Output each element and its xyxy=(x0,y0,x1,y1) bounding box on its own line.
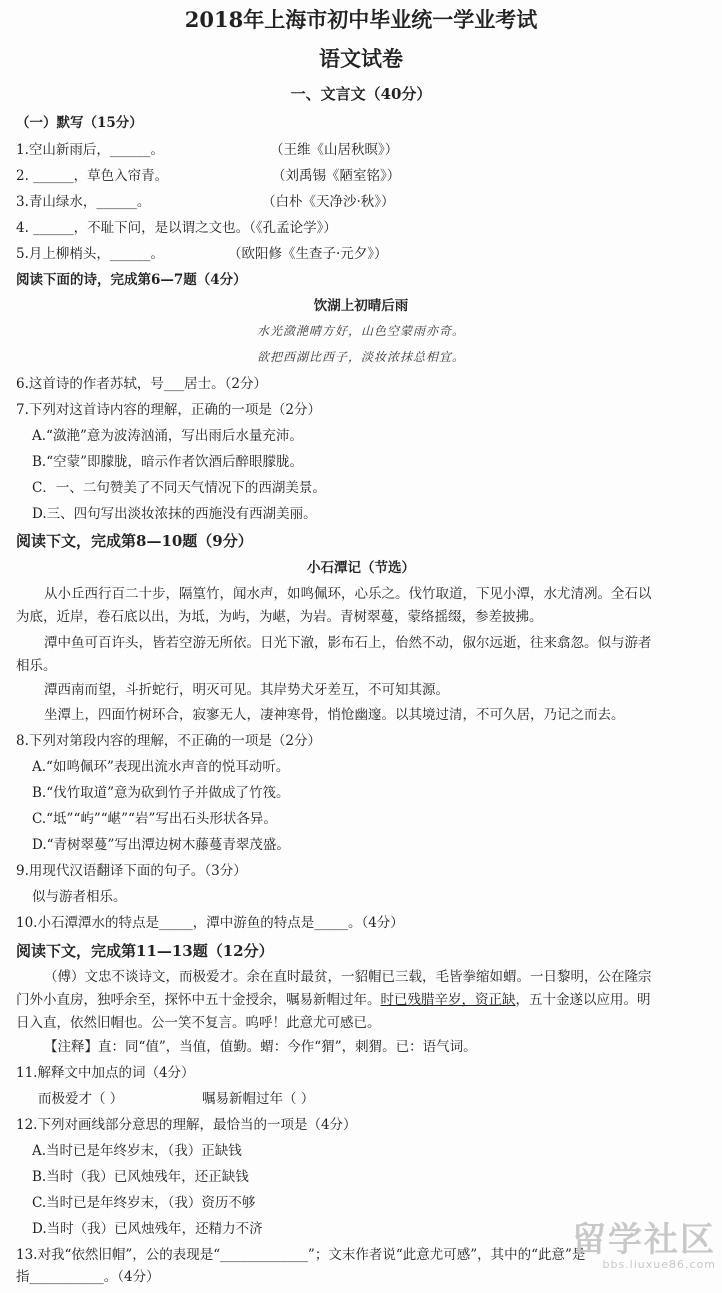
option-b: B.当时（我）已风烛残年，还正缺钱 xyxy=(32,1169,249,1185)
section-heading: （一）默写（15分） xyxy=(16,115,143,131)
question-2: 2. ______，草色入帘青。 xyxy=(16,168,169,184)
passage-paragraph xyxy=(16,991,651,1009)
annotation-note: 【注释】直：同“值”，当值，值勤。蝟：今作“猬”，刺猬。已：语气词。 xyxy=(44,1039,477,1055)
option-b: B.“伐竹取道”意为砍到竹子并做成了竹筏。 xyxy=(32,785,290,801)
section-heading: 阅读下面的诗，完成第6—7题（4分） xyxy=(16,272,247,288)
section-heading: 阅读下文，完成第8—10题（9分） xyxy=(16,532,253,550)
passage-paragraph: 相乐。 xyxy=(16,658,57,674)
passage-paragraph: 为底，近岸，卷石底以出，为坻，为屿，为嵁，为岩。青树翠蔓，蒙络摇缀，参差披拂。 xyxy=(16,609,543,625)
option-c: C．一、二句赞美了不同天气情况下的西湖美景。 xyxy=(32,480,326,496)
poem-line: 欲把西湖比西子，淡妆浓抹总相宜。 xyxy=(256,350,465,364)
option-a: A.当时已是年终岁末，（我）正缺钱 xyxy=(32,1143,242,1159)
question-10: 10.小石潭潭水的特点是_____，潭中游鱼的特点是_____。（4分） xyxy=(16,915,404,931)
question-1: 1.空山新雨后，______。 xyxy=(16,142,164,158)
option-c: C.“坻”“屿”“嵁”“岩”写出石头形状各异。 xyxy=(32,811,277,827)
question-7: 7.下列对这首诗内容的理解，正确的一项是（2分） xyxy=(16,402,321,418)
question-11-item: 而极爱才（ ） xyxy=(38,1091,124,1107)
question-3: 3.青山绿水，______。 xyxy=(16,194,151,210)
passage-paragraph: 日入直，依然旧帽也。公一笑不复言。呜呼！此意尤可感已。 xyxy=(16,1015,381,1031)
question-5: 5.月上柳梢头，______。 xyxy=(16,246,164,262)
option-c: C.当时已是年终岁末，（我）资历不够 xyxy=(32,1195,256,1211)
question-4: 4. ______，不耻下问，是以谓之文也。（《孔孟论学》） xyxy=(16,220,337,236)
question-12: 12.下列对画线部分意思的理解，最恰当的一项是（4分） xyxy=(16,1117,357,1133)
option-a: A.“如鸣佩环”表现出流水声音的悦耳动听。 xyxy=(32,759,290,775)
poem-line: 水光潋滟晴方好，山色空蒙雨亦奇。 xyxy=(256,324,465,338)
question-3-source: （白朴《天净沙·秋》） xyxy=(262,194,395,210)
question-11-item: 嘱易新帽过年（ ） xyxy=(202,1091,315,1107)
question-11: 11.解释文中加点的词（4分） xyxy=(16,1065,195,1081)
passage-paragraph: 潭西南而望，斗折蛇行，明灭可见。其岸势犬牙差互，不可知其源。 xyxy=(44,682,449,698)
option-a: A.“潋滟”意为波涛汹涌，写出雨后水量充沛。 xyxy=(32,428,303,444)
question-5-source: （欧阳修《生查子·元夕》） xyxy=(228,246,388,262)
exam-title: 2018年上海市初中毕业统一学业考试 xyxy=(184,7,538,32)
option-d: D.三、四句写出淡妆浓抹的西施没有西湖美丽。 xyxy=(32,506,317,522)
passage-title: 小石潭记（节选） xyxy=(307,560,415,576)
underlined-phrase: 时已残腊辛岁，资正缺 xyxy=(380,992,516,1008)
question-1-source: （王维《山居秋暝》） xyxy=(270,142,399,158)
watermark-logo: 留学社区 xyxy=(572,1220,716,1260)
option-b: B.“空蒙”即朦胧，暗示作者饮酒后醉眼朦胧。 xyxy=(32,454,304,470)
passage-paragraph: 从小丘西行百二十步，隔篁竹，闻水声，如鸣佩环，心乐之。伐竹取道，下见小潭，水尤清冽。全石以 xyxy=(44,586,652,602)
passage-paragraph: 潭中鱼可百许头，皆若空游无所依。日光下澈，影布石上，佁然不动，俶尔远逝，往来翕忽。似与游者 xyxy=(44,635,652,651)
question-8: 8.下列对第段内容的理解，不正确的一项是（2分） xyxy=(16,733,321,749)
question-9: 9.用现代汉语翻译下面的句子。（3分） xyxy=(16,863,247,879)
passage-paragraph: 坐潭上，四面竹树环合，寂寥无人，凄神寒骨，悄怆幽邃。以其境过清，不可久居，乃记之而去。 xyxy=(44,707,625,723)
passage-paragraph: （傅）文忠不谈诗文，而极爱才。余在直时最贫，一貂帽已三载，毛皆拳缩如蝟。一日黎明，公在隆宗 xyxy=(44,969,652,985)
question-13-cont: 指___________。（4分） xyxy=(16,1269,160,1285)
poem-title: 饮湖上初晴后雨 xyxy=(313,298,409,314)
section-heading: 阅读下文，完成第11—13题（12分） xyxy=(16,942,274,960)
watermark-url: bbs.liuxue86.com xyxy=(602,1258,716,1271)
exam-subtitle: 语文试卷 xyxy=(319,46,403,71)
question-6: 6.这首诗的作者苏轼，号___居士。（2分） xyxy=(16,376,267,392)
question-13: 13.对我“依然旧帽”，公的表现是“_____________”；文末作者说“此意尤可感”，其中的“此意”是 xyxy=(16,1247,586,1263)
question-2-source: （刘禹锡《陋室铭》） xyxy=(272,168,401,184)
option-d: D.“青树翠蔓”写出潭边树木藤蔓青翠茂盛。 xyxy=(32,837,290,853)
question-9-sentence: 似与游者相乐。 xyxy=(32,889,127,905)
passage-text: 门外小直房，独呼余至，探怀中五十金授余，嘱易新帽过年。 xyxy=(16,992,381,1008)
site-watermark xyxy=(536,1221,716,1273)
part-heading: 一、文言文（40分） xyxy=(290,85,432,103)
passage-text: ，五十金遂以应用。明 xyxy=(515,992,651,1008)
option-d: D.当时（我）已风烛残年，还精力不济 xyxy=(32,1221,263,1237)
